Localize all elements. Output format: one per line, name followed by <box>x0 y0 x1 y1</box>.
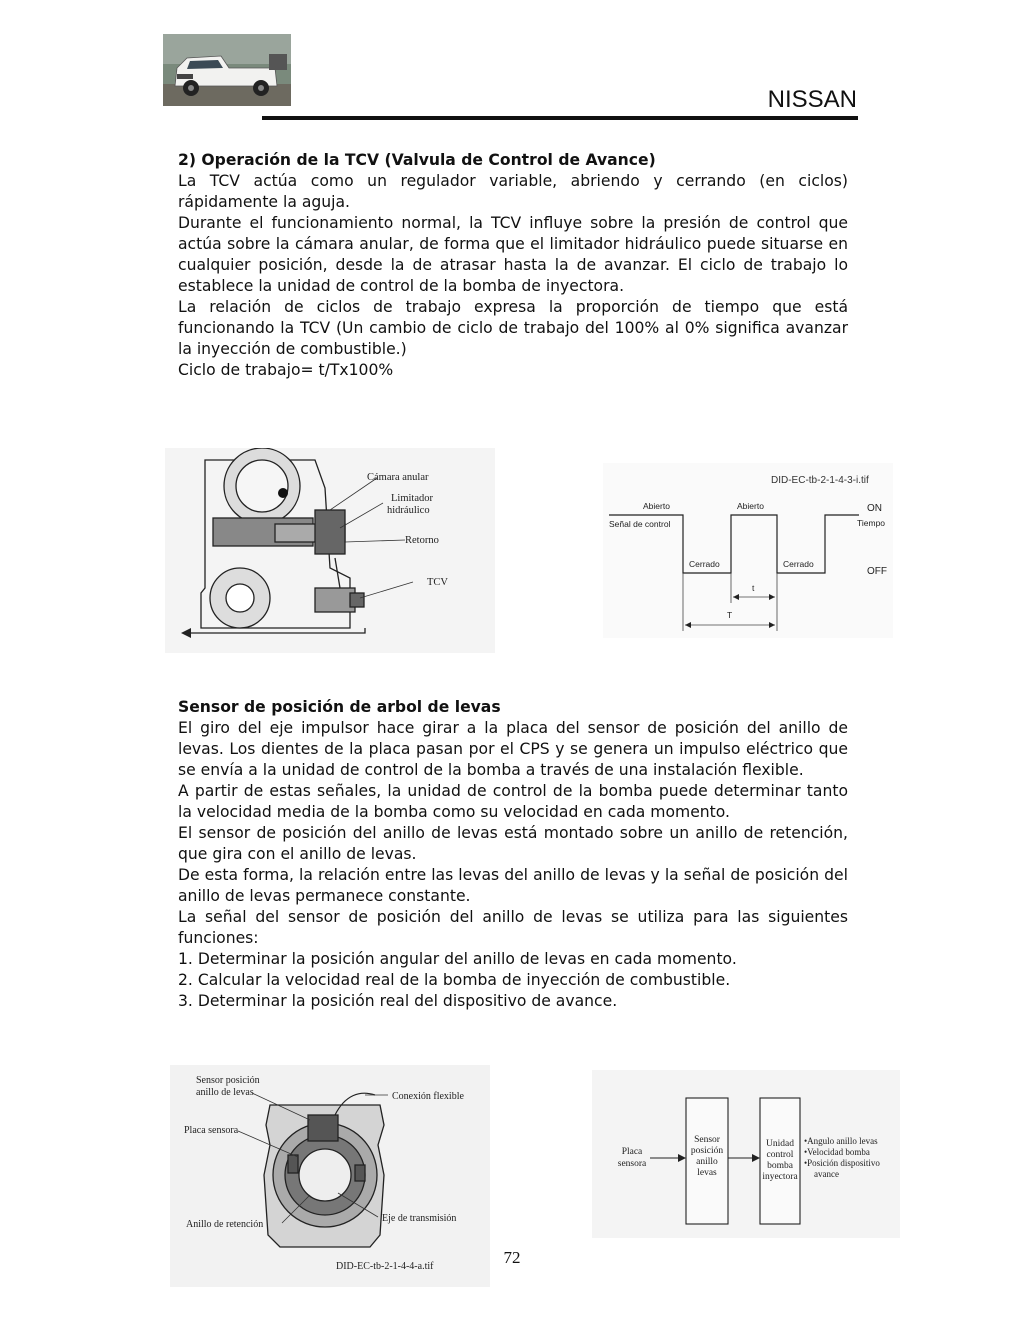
label-off: OFF <box>867 566 887 577</box>
paragraph: A partir de estas señales, la unidad de control de la bomba puede determinar tanto la velocidad media de la bomba como su velocidad en cada momento. <box>178 782 848 821</box>
control-box-line: inyectora <box>762 1172 798 1182</box>
paragraph: La TCV actúa como un regulador variable, abriendo y cerrando (en ciclos) rápidamente la aguja. <box>178 172 848 211</box>
label-on: ON <box>867 503 882 514</box>
control-box-line: bomba <box>767 1161 793 1171</box>
output-item: avance <box>814 1169 839 1179</box>
output-item: •Angulo anillo levas <box>804 1136 878 1146</box>
tcv-diagram <box>165 448 495 653</box>
label-camara: Cámara anular <box>367 472 429 483</box>
label-cerrado-2: Cerrado <box>783 559 814 569</box>
paragraph: La señal del sensor de posición del anillo de levas se utiliza para las siguientes funciones: <box>178 908 848 947</box>
label-retorno: Retorno <box>405 535 439 546</box>
cam-sensor-diagram <box>170 1065 490 1287</box>
label-t-small: t <box>752 583 755 593</box>
list-item: 3. Determinar la posición real del dispositivo de avance. <box>178 992 618 1010</box>
label-sensor-posicion: Sensor posición <box>196 1075 260 1086</box>
paragraph: El sensor de posición del anillo de levas está montado sobre un anillo de retención, que gira con el anillo de levas. <box>178 824 848 863</box>
output-item: •Velocidad bomba <box>804 1147 870 1157</box>
brand-header: NISSAN <box>767 86 857 113</box>
control-signal-diagram <box>603 463 893 638</box>
control-box-line: Unidad <box>766 1139 794 1149</box>
sensor-box-line: anillo <box>696 1157 718 1167</box>
label-t-big: T <box>727 610 733 620</box>
paragraph: Durante el funcionamiento normal, la TCV influye sobre la presión de control que actúa sobre la cámara anular, de forma que el limitador hidráulico puede situarse en cualquier posición, desde la de atrasar hasta la de avanzar. El ciclo de trabajo lo establece la unidad de control de la bomba de inyectora. <box>178 214 848 295</box>
paragraph: El giro del eje impulsor hace girar a la placa del sensor de posición del anillo de levas. Los dientes de la placa pasan por el CPS y se genera un impulso eléctrico que se envía a la unidad de control de la bomba a través de una instalación flexible. <box>178 719 848 779</box>
file-caption: DID-EC-tb-2-1-4-4-a.tif <box>336 1261 434 1272</box>
label-abierto-1: Abierto <box>643 501 670 511</box>
section-tcv <box>178 150 848 381</box>
label-anillo-retencion: Anillo de retención <box>186 1219 264 1230</box>
section-cam-sensor-heading: Sensor de posición de arbol de levas <box>178 698 501 716</box>
label-placa: Placa sensora <box>184 1125 239 1136</box>
header-rule <box>262 116 858 120</box>
section-cam-sensor <box>178 697 848 1012</box>
page-number: 72 <box>503 1248 521 1267</box>
label-abierto-2: Abierto <box>737 501 764 511</box>
section-tcv-heading: 2) Operación de la TCV (Valvula de Control de Avance) <box>178 151 656 169</box>
truck-photo <box>163 34 291 106</box>
label-tiempo: Tiempo <box>857 518 886 528</box>
label-limitador: Limitador <box>391 493 433 504</box>
label-hidraulico: hidráulico <box>387 505 430 516</box>
sensor-box-line: Sensor <box>694 1135 720 1145</box>
input-label-1: Placa <box>621 1147 643 1157</box>
sensor-box-line: levas <box>697 1168 717 1178</box>
file-caption: DID-EC-tb-2-1-4-3-i.tif <box>771 475 869 486</box>
label-cerrado-1: Cerrado <box>689 559 720 569</box>
paragraph: De esta forma, la relación entre las levas del anillo de levas y la señal de posición del anillo de levas permanece constante. <box>178 866 848 905</box>
output-item: •Posición dispositivo <box>804 1158 880 1168</box>
label-anillo-levas: anillo de levas <box>196 1087 254 1098</box>
formula: Ciclo de trabajo= t/Tx100% <box>178 361 394 379</box>
label-conexion: Conexión flexible <box>392 1091 464 1102</box>
label-tcv: TCV <box>427 577 448 588</box>
list-item: 2. Calcular la velocidad real de la bomba de inyección de combustible. <box>178 971 731 989</box>
input-label-2: sensora <box>617 1159 647 1169</box>
sensor-box-line: posición <box>690 1146 724 1156</box>
paragraph: La relación de ciclos de trabajo expresa la proporción de tiempo que está funcionando la TCV (Un cambio de ciclo de trabajo del 100% al 0% significa avanzar la inyección de combustible.) <box>178 298 848 358</box>
list-item: 1. Determinar la posición angular del anillo de levas en cada momento. <box>178 950 737 968</box>
control-box-line: control <box>766 1150 794 1160</box>
sensor-block-diagram <box>592 1070 900 1238</box>
label-eje: Eje de transmisión <box>382 1213 457 1224</box>
label-senal: Señal de control <box>609 519 671 529</box>
